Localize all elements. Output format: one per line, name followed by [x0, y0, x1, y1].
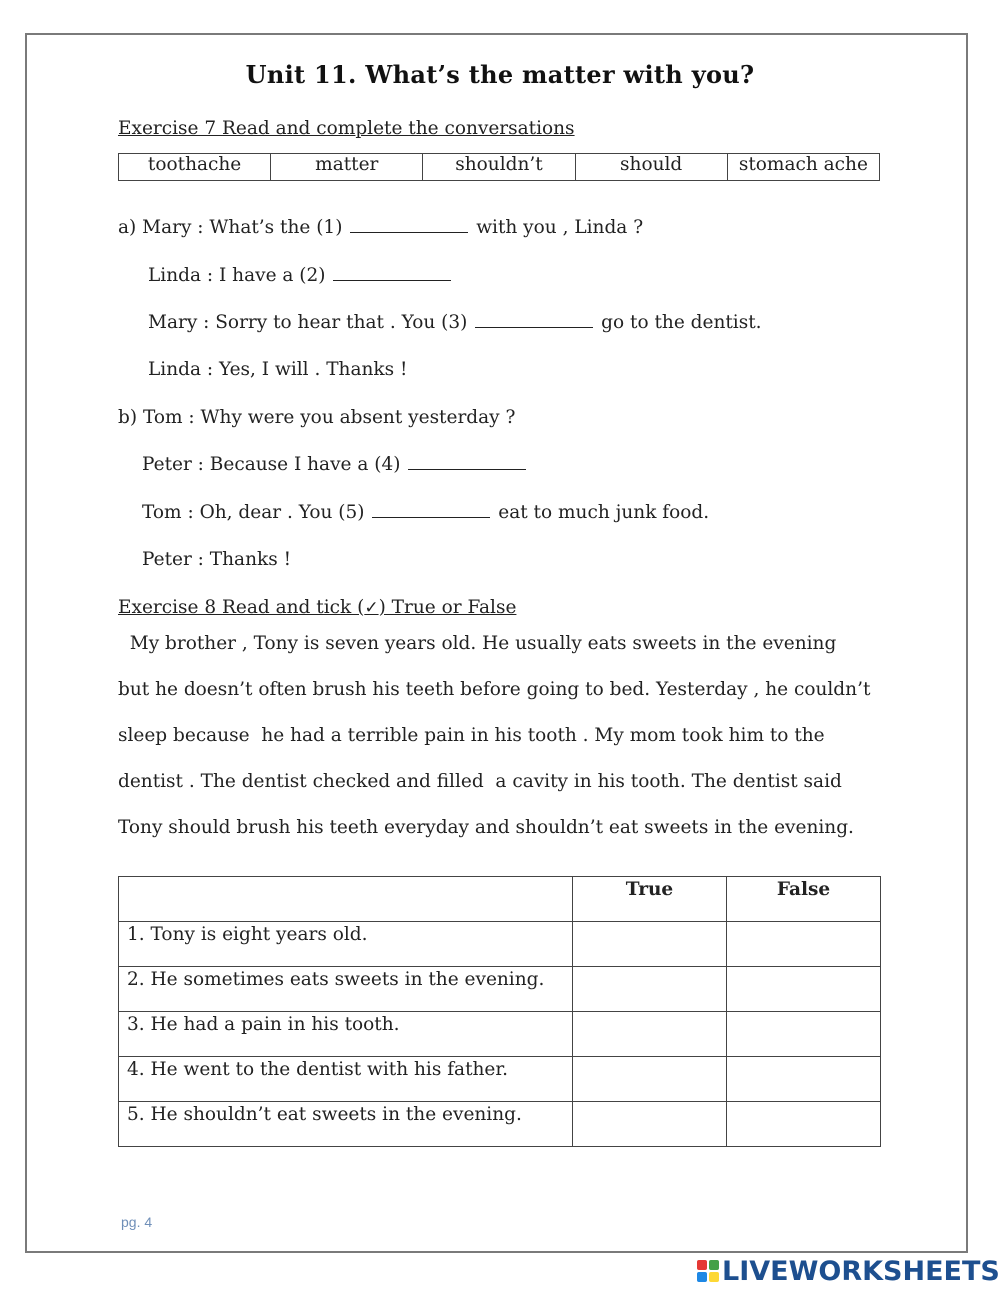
conversation-a-line-2 — [148, 265, 453, 286]
conversation-a-line-4: Linda : Yes, I will . Thanks ! — [148, 359, 408, 380]
column-header-statement — [119, 877, 573, 922]
table-row — [119, 1057, 881, 1102]
false-tick-cell[interactable] — [727, 922, 881, 967]
false-tick-cell[interactable] — [727, 1102, 881, 1147]
answer-blank-1[interactable] — [350, 218, 468, 233]
statement-cell: 1. Tony is eight years old. — [119, 922, 573, 967]
true-tick-cell[interactable] — [573, 1057, 727, 1102]
exercise-8-heading — [118, 597, 516, 618]
table-row — [119, 922, 881, 967]
false-tick-cell[interactable] — [727, 967, 881, 1012]
conversation-b-line-4: Peter : Thanks ! — [142, 549, 292, 570]
table-row — [119, 967, 881, 1012]
passage-line: dentist . The dentist checked and filled a cavity in his tooth. The dentist said — [118, 771, 842, 792]
true-tick-cell[interactable] — [573, 922, 727, 967]
conversation-b-line-1: b) Tom : Why were you absent yesterday ? — [118, 407, 516, 428]
logo-blocks-icon — [697, 1260, 719, 1282]
line-text: with you , Linda ? — [476, 217, 644, 238]
answer-blank-3[interactable] — [475, 313, 593, 328]
page-title: Unit 11. What’s the matter with you? — [245, 60, 755, 89]
line-text: Mary : Sorry to hear that . You (3) — [148, 312, 468, 333]
true-false-table — [118, 876, 881, 1147]
false-tick-cell[interactable] — [727, 1057, 881, 1102]
line-text: eat to much junk food. — [498, 502, 710, 523]
statement-cell: 2. He sometimes eats sweets in the evening. — [119, 967, 573, 1012]
passage-line: Tony should brush his teeth everyday and shouldn’t eat sweets in the evening. — [118, 817, 854, 838]
word-bank-item: should — [575, 154, 727, 181]
line-text: a) Mary : What’s the (1) — [118, 217, 343, 238]
statement-cell: 4. He went to the dentist with his father. — [119, 1057, 573, 1102]
true-tick-cell[interactable] — [573, 967, 727, 1012]
passage-line: but he doesn’t often brush his teeth before going to bed. Yesterday , he couldn’t — [118, 679, 871, 700]
table-row — [119, 1102, 881, 1147]
heading-text: ) True or False — [378, 597, 517, 618]
checkmark-icon: ✓ — [364, 598, 379, 618]
false-tick-cell[interactable] — [727, 1012, 881, 1057]
line-text: go to the dentist. — [601, 312, 762, 333]
line-text: Tom : Oh, dear . You (5) — [142, 502, 365, 523]
table-row — [119, 1012, 881, 1057]
conversation-a-line-3 — [148, 312, 762, 333]
heading-text: Exercise 8 Read and tick ( — [118, 597, 365, 618]
true-tick-cell[interactable] — [573, 1102, 727, 1147]
conversation-b-line-3 — [142, 502, 709, 523]
liveworksheets-logo[interactable] — [697, 1256, 1000, 1286]
conversation-a-line-1 — [118, 217, 643, 238]
column-header-false: False — [727, 877, 881, 922]
word-bank-item: stomach ache — [727, 154, 879, 181]
line-text: Linda : I have a (2) — [148, 265, 326, 286]
page-number: pg. 4 — [121, 1214, 153, 1230]
answer-blank-2[interactable] — [333, 266, 451, 281]
true-tick-cell[interactable] — [573, 1012, 727, 1057]
word-bank-item: toothache — [119, 154, 271, 181]
table-header-row — [119, 877, 881, 922]
answer-blank-4[interactable] — [408, 455, 526, 470]
conversation-b-line-2 — [142, 454, 528, 475]
statement-cell: 5. He shouldn’t eat sweets in the evening. — [119, 1102, 573, 1147]
answer-blank-5[interactable] — [372, 503, 490, 518]
passage-line: My brother , Tony is seven years old. He usually eats sweets in the evening — [118, 633, 837, 654]
exercise-7-heading: Exercise 7 Read and complete the conversations — [118, 118, 575, 139]
line-text: Peter : Because I have a (4) — [142, 454, 401, 475]
statement-cell: 3. He had a pain in his tooth. — [119, 1012, 573, 1057]
column-header-true: True — [573, 877, 727, 922]
word-bank-item: shouldn’t — [423, 154, 575, 181]
word-bank — [118, 153, 880, 181]
word-bank-item: matter — [271, 154, 423, 181]
logo-text: LIVEWORKSHEETS — [722, 1255, 1000, 1287]
passage-line: sleep because he had a terrible pain in his tooth . My mom took him to the — [118, 725, 825, 746]
